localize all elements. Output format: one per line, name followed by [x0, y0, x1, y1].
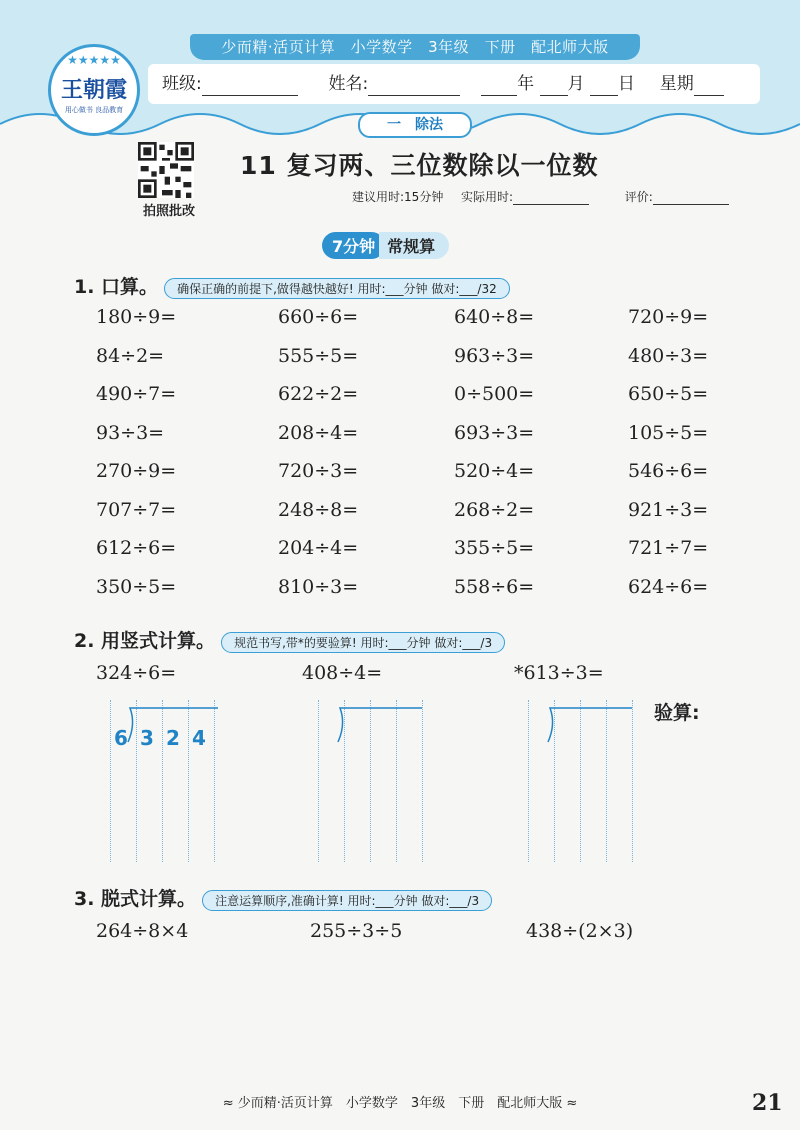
oral-problem: 248÷8= [278, 498, 359, 521]
section-name: 常规算 [379, 232, 449, 259]
mixed-problem-3: 438÷(2×3) [526, 920, 634, 942]
part2-header [74, 626, 505, 653]
work-area-2[interactable] [318, 700, 428, 862]
suggested-time: 建议用时:15分钟 [352, 190, 444, 204]
part1-title: 1. 口算。 [74, 276, 159, 298]
oral-problem: 520÷4= [454, 460, 535, 482]
part2-tip: 规范书写,带*的要验算! 用时:___分钟 做对:___/3 [221, 632, 505, 653]
class-field[interactable] [202, 73, 298, 96]
oral-problem: 624÷6= [628, 575, 709, 598]
part1-header [74, 272, 510, 299]
evaluation-field[interactable] [653, 190, 729, 205]
month-field[interactable] [540, 73, 568, 96]
part3-title: 3. 脱式计算。 [74, 888, 197, 910]
oral-problem: 720÷9= [628, 306, 709, 328]
series-title: 少而精·活页计算 小学数学 3年级 下册 配北师大版 [190, 34, 640, 60]
actual-time-label: 实际用时: [460, 190, 514, 204]
divisor-digit: 6 [114, 726, 128, 750]
student-info-bar [148, 64, 760, 104]
day-field[interactable] [590, 73, 618, 96]
month-label: 月 [567, 74, 585, 94]
oral-problem: 650÷5= [628, 383, 709, 405]
oral-problem: 721÷7= [628, 537, 709, 559]
vertical-problem-2: 408÷4= [302, 662, 383, 684]
oral-problem: 270÷9= [96, 460, 177, 482]
oral-problem: 720÷3= [278, 460, 359, 482]
oral-problem: 640÷8= [454, 306, 535, 328]
part3-tip: 注意运算顺序,准确计算! 用时:___分钟 做对:___/3 [202, 890, 492, 911]
section-badge [322, 232, 449, 259]
vertical-problem-3: *613÷3= [514, 662, 604, 684]
oral-problem: 350÷5= [96, 575, 177, 598]
section-minutes: 7分钟 [322, 232, 385, 259]
mixed-problem-2: 255÷3÷5 [310, 920, 403, 942]
week-label: 星期 [659, 74, 694, 94]
year-label: 年 [517, 74, 535, 94]
qr-code-icon[interactable] [138, 142, 194, 198]
qr-label: 拍照批改 [142, 204, 195, 219]
dividend-digit: 3 [140, 726, 154, 750]
check-label: 验算: [654, 702, 700, 724]
oral-problem: 558÷6= [454, 575, 535, 598]
division-bracket-icon [546, 706, 634, 746]
logo-subtitle: 用心做书 良品教育 [64, 106, 124, 114]
evaluation-label: 评价: [624, 190, 653, 204]
oral-problem: 612÷6= [96, 537, 177, 559]
oral-problem: 707÷7= [96, 498, 177, 521]
page-footer: ≈ 少而精·活页计算 小学数学 3年级 下册 配北师大版 ≈ [222, 1096, 578, 1111]
part1-tip: 确保正确的前提下,做得越快越好! 用时:___分钟 做对:___/32 [164, 278, 510, 299]
timing-row [352, 188, 729, 205]
day-label: 日 [617, 74, 635, 94]
part3-header [74, 884, 492, 911]
oral-problem: 963÷3= [454, 344, 535, 367]
dividend-digit: 4 [192, 726, 206, 750]
oral-problem: 84÷2= [96, 344, 165, 367]
brand-logo [48, 44, 140, 136]
lesson-title: 11 复习两、三位数除以一位数 [240, 151, 599, 180]
oral-problem: 490÷7= [96, 383, 177, 405]
oral-problem: 660÷6= [278, 306, 359, 328]
name-label: 姓名: [328, 74, 369, 94]
oral-problem: 0÷500= [454, 383, 535, 405]
vertical-problem-1: 324÷6= [96, 662, 177, 684]
mixed-problem-1: 264÷8×4 [96, 920, 189, 942]
oral-problem: 180÷9= [96, 306, 177, 328]
unit-label: 一 除法 [358, 112, 472, 138]
dividend-digit: 2 [166, 726, 180, 750]
part2-title: 2. 用竖式计算。 [74, 630, 216, 652]
oral-problem: 208÷4= [278, 421, 359, 444]
page-number: 21 [752, 1090, 783, 1116]
answer-area[interactable] [96, 956, 736, 1076]
oral-problem: 204÷4= [278, 537, 359, 559]
logo-text: 王朝霞 [60, 77, 127, 103]
work-area-3[interactable] [528, 700, 638, 862]
oral-problem: 93÷3= [96, 421, 165, 444]
oral-problem: 622÷2= [278, 383, 359, 405]
class-label: 班级: [162, 74, 202, 94]
oral-problem: 810÷3= [278, 575, 359, 598]
oral-problem: 355÷5= [454, 537, 535, 559]
oral-problem: 105÷5= [628, 421, 709, 444]
oral-problem: 555÷5= [278, 344, 359, 367]
oral-problem: 546÷6= [628, 460, 709, 482]
week-field[interactable] [694, 73, 724, 96]
name-field[interactable] [368, 73, 460, 96]
oral-problem: 480÷3= [628, 344, 709, 367]
division-bracket-icon [336, 706, 424, 746]
actual-time-field[interactable] [513, 190, 589, 205]
oral-problem: 921÷3= [628, 498, 709, 521]
logo-stars-icon: ★★★★★ [67, 53, 121, 67]
work-area-1[interactable] [110, 700, 220, 862]
oral-problem: 693÷3= [454, 421, 535, 444]
oral-problem: 268÷2= [454, 498, 535, 521]
year-field[interactable] [481, 73, 517, 96]
